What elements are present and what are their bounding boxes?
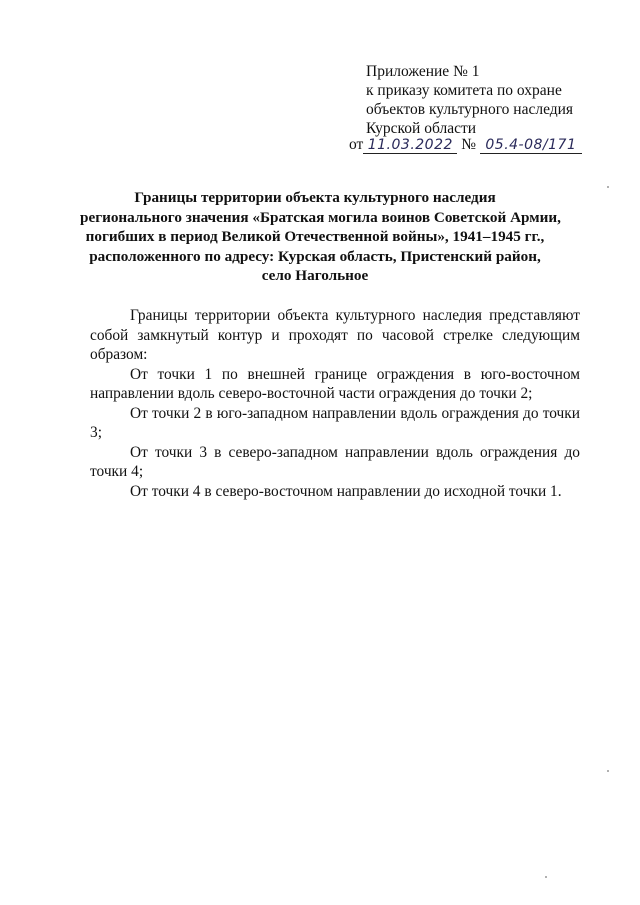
paragraph-point-1: От точки 1 по внешней границе ограждения в юго-восточном направлении вдоль северо-восточной части ограждения до точки 2; bbox=[90, 365, 580, 402]
document-title bbox=[80, 188, 561, 286]
title-line: регионального значения «Братская могила воинов Советской Армии, bbox=[80, 208, 561, 226]
paragraph-point-3: От точки 3 в северо-западном направлении вдоль ограждения до точки 4; bbox=[90, 443, 580, 480]
scan-speck bbox=[607, 770, 609, 772]
appendix-region: Курской области bbox=[366, 120, 477, 137]
title-line: расположенного по адресу: Курская область, Пристенский район, bbox=[89, 247, 541, 265]
title-line: погибших в период Великой Отечественной войны», 1941–1945 гг., bbox=[85, 228, 545, 245]
scan-speck bbox=[545, 876, 547, 878]
paragraph-point-2: От точки 2 в юго-западном направлении вдоль ограждения до точки 3; bbox=[90, 404, 580, 441]
paragraph-point-4: От точки 4 в северо-восточном направлении до исходной точки 1. bbox=[130, 482, 562, 500]
order-date-number-line bbox=[349, 135, 582, 154]
date-prefix: от bbox=[349, 136, 364, 153]
document-body bbox=[90, 306, 580, 501]
appendix-order-ref: к приказу комитета по охране bbox=[366, 82, 562, 99]
title-line: Границы территории объекта культурного наследия bbox=[134, 189, 496, 206]
paragraph-intro: Границы территории объекта культурного наследия представляют собой замкнутый контур и проходят по часовой стрелке следующим образом: bbox=[90, 307, 580, 363]
appendix-committee: объектов культурного наследия bbox=[366, 101, 574, 118]
number-label: № bbox=[461, 136, 476, 153]
appendix-header bbox=[366, 62, 616, 138]
handwritten-order-number: 05.4-08/171 bbox=[480, 138, 582, 154]
title-line: село Нагольное bbox=[261, 267, 369, 284]
handwritten-date: 11.03.2022 bbox=[363, 138, 457, 154]
appendix-number: Приложение № 1 bbox=[366, 63, 480, 80]
scan-speck bbox=[607, 186, 609, 188]
